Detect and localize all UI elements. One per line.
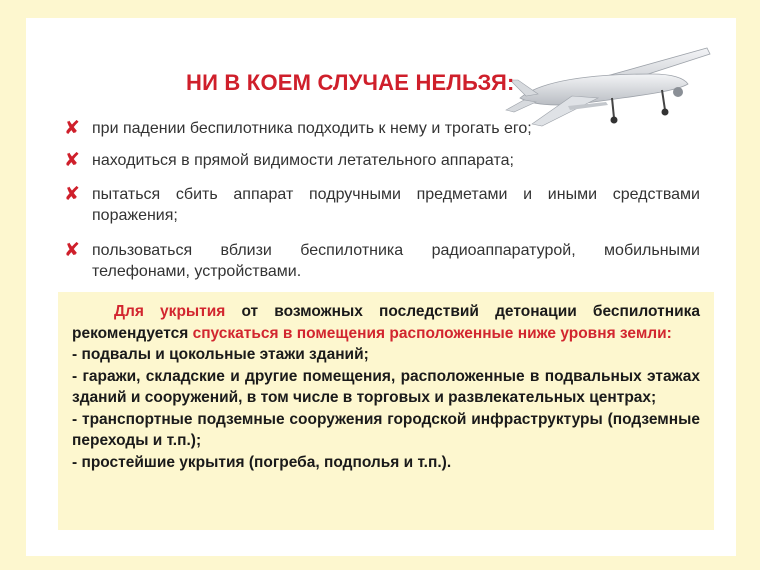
shelter-highlight-2: спускаться в помещения расположенные ниже уровня земли: — [192, 324, 672, 342]
list-item-text: находиться в прямой видимости летательного аппарата; — [92, 152, 514, 169]
list-item-text: при падении беспилотника подходить к нему и трогать его; — [92, 120, 532, 137]
x-mark-icon: ✘ — [64, 184, 80, 205]
shelter-intro-text: от возможных последствий детонации беспилотника рекомендуется — [72, 303, 700, 342]
x-mark-icon: ✘ — [64, 150, 80, 171]
shelter-note — [58, 292, 714, 530]
x-mark-icon: ✘ — [64, 118, 80, 139]
shelter-highlight: Для укрытия — [114, 303, 226, 320]
x-mark-icon: ✘ — [64, 240, 80, 261]
shelter-item: - гаражи, складские и другие помещения, расположенные в подвальных этажах зданий и сооружений, в том числе в торговых и развлекательных центрах; — [72, 367, 700, 406]
page-title: НИ В КОЕМ СЛУЧАЕ НЕЛЬЗЯ: — [186, 70, 515, 95]
list-item-text: пытаться сбить аппарат подручными предметами и иными средствами поражения; — [92, 186, 700, 224]
list-item-text: пользоваться вблизи беспилотника радиоаппаратурой, мобильными телефонами, устройствами. — [92, 242, 700, 280]
shelter-item: - простейшие укрытия (погреба, подполья и т.п.). — [72, 453, 452, 471]
shelter-item: - подвалы и цокольные этажи зданий; — [72, 346, 369, 363]
shelter-item: - транспортные подземные сооружения городской инфраструктуры (подземные переходы и т.п.); — [72, 410, 700, 449]
shelter-intro — [72, 301, 700, 344]
